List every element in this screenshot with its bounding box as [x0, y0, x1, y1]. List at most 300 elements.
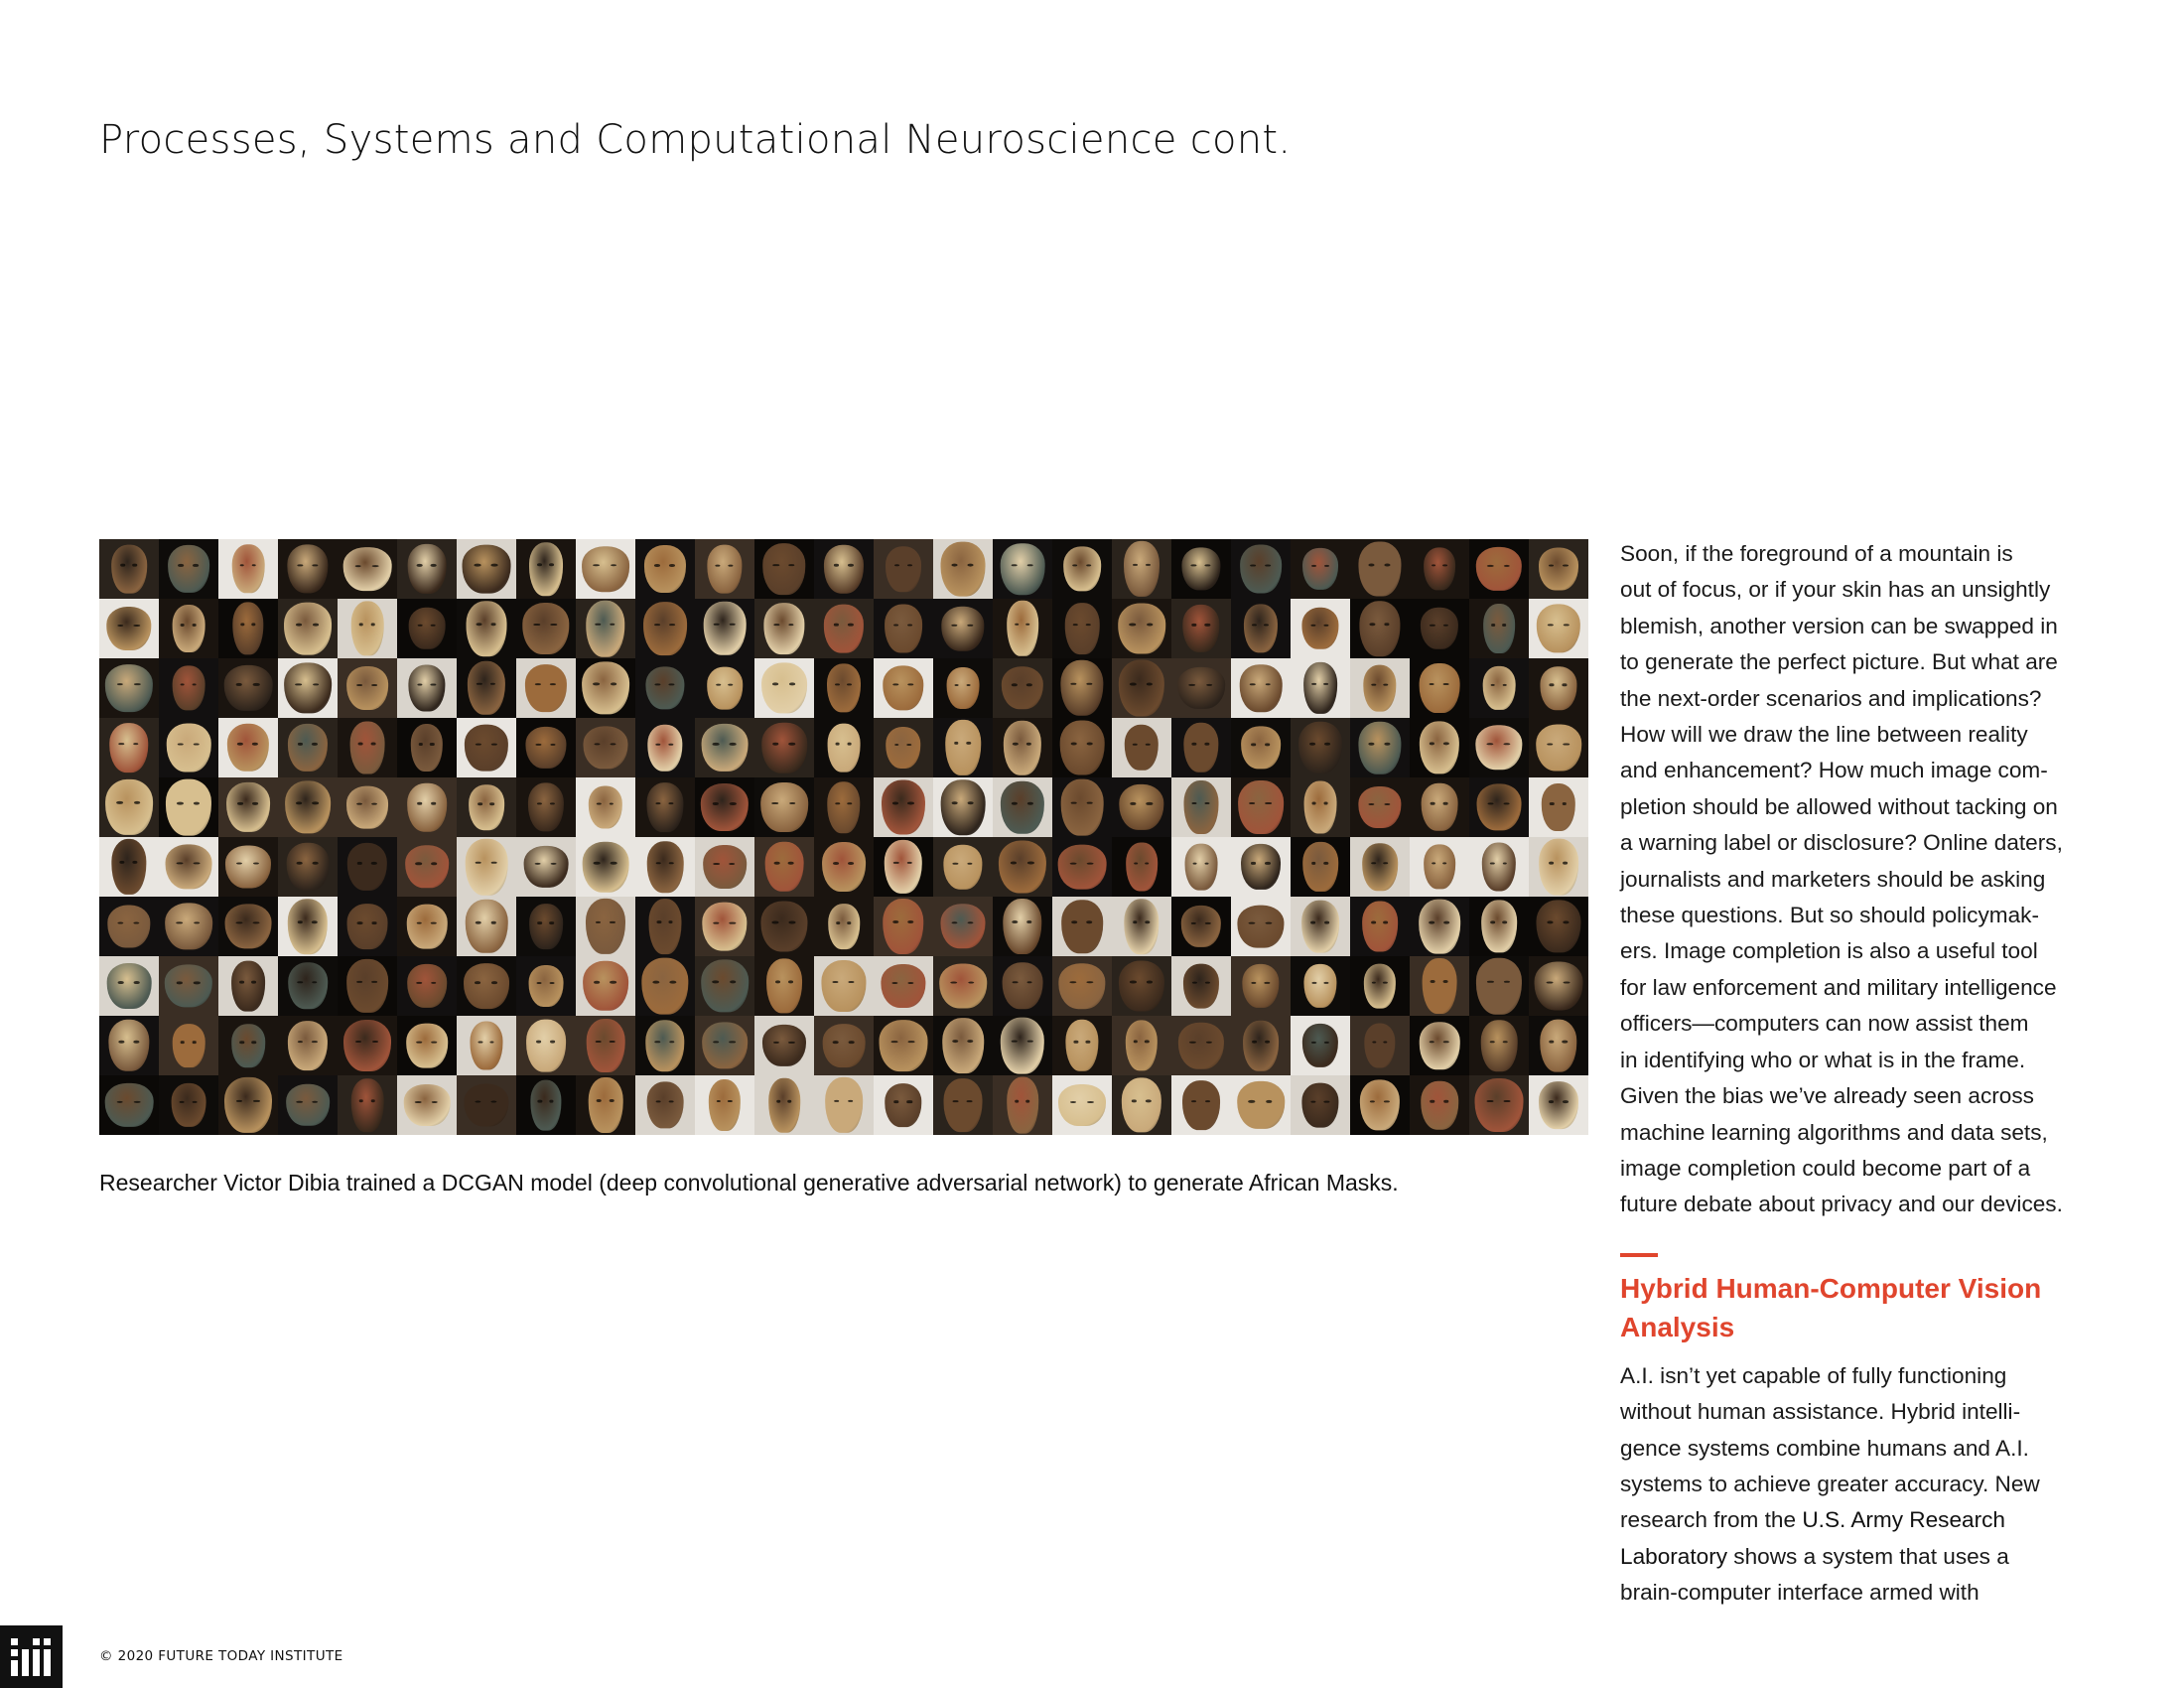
mask-eye [1430, 802, 1434, 804]
mask-eye [120, 564, 125, 566]
mask-eye [476, 921, 481, 924]
mask-thumbnail [933, 956, 993, 1016]
mask-thumbnail [218, 956, 278, 1016]
mask-thumbnail [635, 956, 695, 1016]
mask-thumbnail [1350, 1075, 1410, 1135]
mask-eye [240, 624, 244, 627]
mask-face [1302, 1024, 1338, 1067]
mask-thumbnail [754, 539, 814, 599]
mask-face [582, 546, 629, 592]
mask-eye [1503, 1041, 1508, 1044]
mask-eye [894, 564, 899, 566]
mask-thumbnail [1410, 897, 1469, 956]
mask-eye [1310, 921, 1315, 924]
mask-eye [656, 743, 661, 745]
mask-face [940, 904, 985, 948]
mask-eye [1133, 743, 1138, 745]
mask-face [105, 664, 153, 712]
mask-thumbnail [993, 956, 1052, 1016]
mask-eye [1086, 564, 1091, 566]
mask-face [1182, 605, 1219, 652]
mask-thumbnail [933, 1016, 993, 1075]
mask-eye [893, 624, 898, 626]
mask-eye [1191, 565, 1196, 567]
mask-face [825, 1077, 863, 1133]
mask-thumbnail [1052, 539, 1112, 599]
mask-eye [1547, 743, 1553, 745]
mask-eye [609, 803, 614, 805]
mask-face [464, 1084, 508, 1127]
mask-eye [1372, 1042, 1376, 1044]
mask-thumbnail [1350, 539, 1410, 599]
mask-thumbnail [933, 1075, 993, 1135]
mask-eye [370, 743, 375, 746]
mask-thumbnail [814, 1075, 874, 1135]
mask-face [1476, 958, 1522, 1015]
mask-eye [1324, 625, 1329, 627]
mask-eye [236, 1099, 243, 1102]
mask-eye [1086, 921, 1092, 924]
mask-eye [177, 743, 183, 745]
mask-face [1126, 1020, 1158, 1070]
mask-eye [1372, 982, 1377, 984]
mask-thumbnail [814, 956, 874, 1016]
mask-thumbnail [218, 539, 278, 599]
mask-thumbnail [874, 956, 933, 1016]
mask-thumbnail [457, 837, 516, 897]
mask-face [589, 785, 622, 828]
mask-thumbnail [99, 599, 159, 658]
mask-eye [239, 981, 244, 984]
mask-eye [774, 862, 779, 865]
mask-eye [1563, 684, 1568, 686]
mask-eye [729, 624, 735, 627]
mask-eye [134, 683, 141, 685]
mask-eye [1487, 743, 1494, 745]
mask-eye [1147, 981, 1153, 984]
mask-eye [194, 801, 200, 804]
mask-eye [1147, 682, 1153, 685]
mask-eye [1025, 1099, 1029, 1102]
mask-face [351, 601, 384, 655]
mask-eye [134, 1101, 141, 1103]
mask-face [231, 961, 265, 1012]
mask-eye [772, 802, 779, 804]
mask-eye [1371, 862, 1376, 864]
mask-eye [773, 564, 779, 567]
mask-thumbnail [1291, 539, 1350, 599]
mask-face [105, 1083, 154, 1127]
paragraph-line: without human assistance. Hybrid intelli- [1620, 1399, 2021, 1425]
mask-thumbnail [874, 658, 933, 718]
mask-face [1125, 725, 1159, 771]
mask-thumbnail [993, 718, 1052, 777]
mask-thumbnail [516, 1016, 576, 1075]
mask-face [465, 725, 508, 772]
mask-eye [431, 863, 437, 865]
mask-thumbnail [1112, 1016, 1171, 1075]
mask-face [1177, 667, 1225, 709]
mask-eye [1249, 802, 1255, 805]
mask-thumbnail [516, 718, 576, 777]
mask-thumbnail [278, 1016, 338, 1075]
mask-face [1360, 1079, 1400, 1130]
mask-eye [415, 1101, 422, 1103]
mask-eye [372, 1041, 379, 1044]
mask-thumbnail [159, 1075, 218, 1135]
mask-eye [297, 920, 303, 923]
mask-eye [1070, 742, 1076, 745]
mask-thumbnail [933, 599, 993, 658]
mask-face [111, 839, 146, 895]
mask-face [522, 603, 569, 654]
mask-eye [597, 1099, 602, 1102]
mask-face [761, 723, 807, 774]
mask-eye [180, 1101, 185, 1103]
mask-thumbnail [1469, 1075, 1529, 1135]
mask-face [885, 840, 922, 894]
mask-eye [1443, 1041, 1449, 1043]
mask-face [821, 960, 866, 1012]
mask-face [405, 845, 449, 888]
mask-eye [312, 743, 318, 745]
mask-thumbnail [1171, 718, 1231, 777]
mask-eye [356, 981, 362, 984]
mask-face [1302, 842, 1338, 892]
mask-face [529, 904, 563, 949]
mask-eye [907, 744, 912, 746]
mask-eye [669, 564, 675, 566]
mask-eye [1134, 1041, 1139, 1044]
mask-face [1061, 779, 1104, 836]
mask-eye [1324, 1101, 1329, 1103]
mask-eye [537, 802, 542, 804]
mask-face [1119, 961, 1164, 1012]
mask-face [284, 662, 332, 713]
mask-thumbnail [635, 837, 695, 897]
mask-face [1183, 780, 1218, 834]
mask-eye [832, 981, 838, 984]
army-research-lab-link[interactable]: U.S. Army Research [1802, 1507, 2005, 1533]
mask-face [1058, 845, 1107, 890]
mask-thumbnail [1112, 956, 1171, 1016]
mask-eye [655, 1041, 661, 1044]
mask-thumbnail [1410, 599, 1469, 658]
mask-eye [1146, 1099, 1152, 1102]
mask-eye [1132, 1099, 1138, 1102]
mask-face [1244, 604, 1278, 652]
mask-thumbnail [397, 539, 457, 599]
mask-eye [1191, 1100, 1196, 1102]
mask-eye [252, 743, 258, 745]
mask-eye [1549, 861, 1555, 864]
mask-eye [654, 564, 660, 566]
mask-eye [1384, 563, 1390, 566]
mask-eye [966, 684, 971, 686]
mask-thumbnail [635, 1016, 695, 1075]
mask-eye [1087, 863, 1094, 865]
mask-eye [549, 564, 554, 567]
mask-eye [1026, 684, 1032, 686]
mask-thumbnail [993, 897, 1052, 956]
mask-face [346, 959, 388, 1013]
mask-eye [713, 743, 720, 745]
mask-face [582, 661, 629, 714]
mask-thumbnail [397, 1075, 457, 1135]
mask-thumbnail [1171, 658, 1231, 718]
mask-face [172, 1083, 206, 1127]
mask-face [407, 783, 447, 832]
sidebar-column [1620, 536, 2107, 1612]
mask-eye [431, 683, 436, 685]
mask-face [287, 843, 330, 891]
mask-eye [596, 920, 602, 923]
mask-face [1063, 546, 1101, 591]
mask-eye [417, 982, 423, 984]
mask-eye [1205, 565, 1210, 567]
mask-thumbnail [1410, 956, 1469, 1016]
mask-eye [356, 684, 362, 686]
mask-face [530, 1080, 561, 1131]
mask-face [468, 661, 505, 715]
mask-eye [833, 862, 839, 865]
mask-eye [789, 921, 796, 924]
mask-thumbnail [218, 599, 278, 658]
mask-eye [1310, 1101, 1315, 1103]
mask-face [703, 845, 747, 889]
mask-eye [475, 1101, 480, 1103]
mask-eye [298, 1041, 304, 1043]
mask-thumbnail [1291, 897, 1350, 956]
mask-eye [1443, 802, 1448, 804]
mask-face [881, 964, 925, 1008]
mask-face [583, 961, 628, 1011]
mask-face [885, 605, 922, 653]
mask-eye [1073, 1041, 1078, 1044]
mask-eye [537, 564, 542, 567]
mask-thumbnail [874, 837, 933, 897]
mask-eye [847, 802, 852, 805]
mask-eye [312, 564, 318, 566]
mask-face [346, 786, 388, 829]
mask-thumbnail [1052, 777, 1112, 837]
mask-eye [967, 921, 973, 923]
mask-eye [475, 743, 480, 745]
mask-face [1537, 604, 1580, 652]
mask-face [231, 1024, 265, 1067]
mask-eye [1070, 981, 1077, 983]
mask-eye [1146, 920, 1151, 923]
paragraph-line: a warning label or disclosure? Online daters, [1620, 830, 2063, 856]
mask-face [1237, 906, 1284, 948]
mask-face [226, 782, 270, 832]
mask-eye [847, 743, 852, 745]
mask-thumbnail [635, 1075, 695, 1135]
mask-thumbnail [1529, 599, 1588, 658]
mask-thumbnail [278, 1075, 338, 1135]
mask-face [1475, 1078, 1524, 1132]
mask-eye [371, 803, 377, 805]
mask-face [828, 724, 861, 773]
mask-face [1539, 1081, 1578, 1129]
mask-face [583, 842, 629, 893]
mask-thumbnail [457, 539, 516, 599]
mask-eye [951, 564, 957, 567]
mask-eye [133, 922, 139, 924]
mask-thumbnail [576, 837, 635, 897]
mask-eye [610, 1041, 614, 1044]
mask-thumbnail [99, 1075, 159, 1135]
mask-eye [312, 981, 318, 983]
mask-eye [789, 743, 795, 746]
army-research-lab-link-cont[interactable]: Laboratory [1620, 1543, 1728, 1569]
mask-eye [610, 920, 615, 923]
mask-thumbnail [516, 1075, 576, 1135]
mask-face [166, 779, 211, 836]
mask-thumbnail [397, 837, 457, 897]
mask-face [941, 779, 986, 835]
mask-eye [535, 744, 541, 746]
mask-eye [1072, 564, 1077, 566]
mask-thumbnail [754, 956, 814, 1016]
mask-thumbnail [278, 658, 338, 718]
mask-eye [953, 863, 958, 865]
mask-eye [714, 624, 720, 627]
mask-thumbnail [99, 837, 159, 897]
mask-eye [176, 982, 183, 984]
mask-eye [1546, 981, 1553, 983]
mask-eye [313, 802, 319, 805]
mask-face [528, 782, 564, 831]
mask-eye [1562, 802, 1567, 804]
mask-face [467, 601, 507, 656]
mask-face [470, 1022, 502, 1070]
mask-thumbnail [159, 777, 218, 837]
mask-eye [789, 683, 795, 686]
mask-face [1539, 839, 1578, 896]
mask-thumbnail [635, 658, 695, 718]
mask-eye [180, 624, 185, 626]
mask-eye [490, 861, 496, 864]
mask-thumbnail [1052, 718, 1112, 777]
mask-face [107, 906, 150, 948]
mask-thumbnail [1529, 956, 1588, 1016]
paragraph-line: for law enforcement and military intelligence [1620, 974, 2057, 1000]
mask-thumbnail [99, 658, 159, 718]
mask-eye [594, 744, 600, 746]
mask-eye [730, 1041, 736, 1043]
mask-eye [907, 862, 912, 865]
mask-face [1420, 721, 1459, 774]
mask-thumbnail [933, 777, 993, 837]
mask-eye [1504, 565, 1510, 567]
mask-thumbnail [99, 539, 159, 599]
mask-eye [1563, 1041, 1568, 1044]
mask-thumbnail [993, 599, 1052, 658]
mask-eye [967, 863, 972, 865]
mask-eye [417, 683, 422, 685]
mask-face [1536, 724, 1581, 771]
paragraph-line: brain-computer interface armed with [1620, 1580, 1979, 1606]
paragraph-line: ers. Image completion is also a useful tool [1620, 938, 2038, 964]
mask-thumbnail [1231, 837, 1291, 897]
figure-caption: Researcher Victor Dibia trained a DCGAN model (deep convolutional generative adversarial network) to generate African Masks. [99, 1170, 1399, 1196]
mask-eye [1026, 802, 1032, 805]
mask-thumbnail [576, 718, 635, 777]
mask-eye [1012, 684, 1018, 686]
mask-thumbnail [635, 718, 695, 777]
mask-thumbnail [933, 539, 993, 599]
mask-eye [134, 801, 141, 804]
mask-thumbnail [338, 599, 397, 658]
mask-eye [117, 801, 124, 804]
mask-eye [772, 921, 779, 924]
mask-face [168, 545, 209, 593]
mask-face [589, 1077, 623, 1133]
mask-eye [1133, 920, 1138, 923]
mask-eye [1487, 802, 1493, 804]
mask-eye [610, 623, 615, 626]
mask-eye [416, 1042, 422, 1044]
mask-face [227, 724, 269, 772]
mask-eye [1384, 862, 1389, 864]
mask-face [1237, 1081, 1285, 1129]
mask-thumbnail [576, 897, 635, 956]
paragraph-line [1620, 1502, 2107, 1538]
mask-thumbnail [1052, 956, 1112, 1016]
mask-thumbnail [874, 539, 933, 599]
mask-eye [893, 862, 898, 865]
mask-face [824, 545, 864, 594]
mask-thumbnail [1052, 837, 1112, 897]
mask-eye [669, 624, 675, 627]
mask-eye [237, 743, 243, 745]
mask-thumbnail [338, 718, 397, 777]
mask-thumbnail [1410, 837, 1469, 897]
mask-eye [1430, 743, 1435, 746]
mask-eye [1133, 563, 1138, 566]
mask-eye [359, 1100, 364, 1103]
mask-eye [431, 564, 436, 567]
mask-eye [656, 862, 661, 865]
mask-eye [1264, 624, 1269, 626]
mask-thumbnail [218, 658, 278, 718]
mask-eye [788, 862, 793, 865]
paragraph-text: research from the [1620, 1507, 1803, 1533]
mask-face [880, 1020, 928, 1071]
mask-eye [654, 624, 660, 627]
mask-eye [1443, 683, 1449, 685]
mask-eye [538, 1100, 542, 1103]
mask-eye [177, 801, 183, 804]
mask-eye [1192, 743, 1197, 746]
paragraph-line: Given the bias we’ve already seen across [1620, 1083, 2034, 1109]
mask-eye [890, 1041, 897, 1044]
mask-thumbnail [1231, 718, 1291, 777]
mask-eye [893, 1101, 898, 1103]
mask-face [111, 545, 147, 594]
paragraph-line: How will we draw the line between reality [1620, 722, 2028, 748]
mask-eye [1073, 624, 1078, 627]
mask-eye [1323, 683, 1328, 686]
mask-eye [611, 981, 616, 984]
mask-eye [1487, 565, 1493, 567]
mask-eye [1431, 980, 1435, 983]
mask-eye [1134, 862, 1138, 864]
mask-eye [967, 625, 973, 627]
mask-face [701, 959, 749, 1012]
mask-eye [1087, 1101, 1094, 1103]
